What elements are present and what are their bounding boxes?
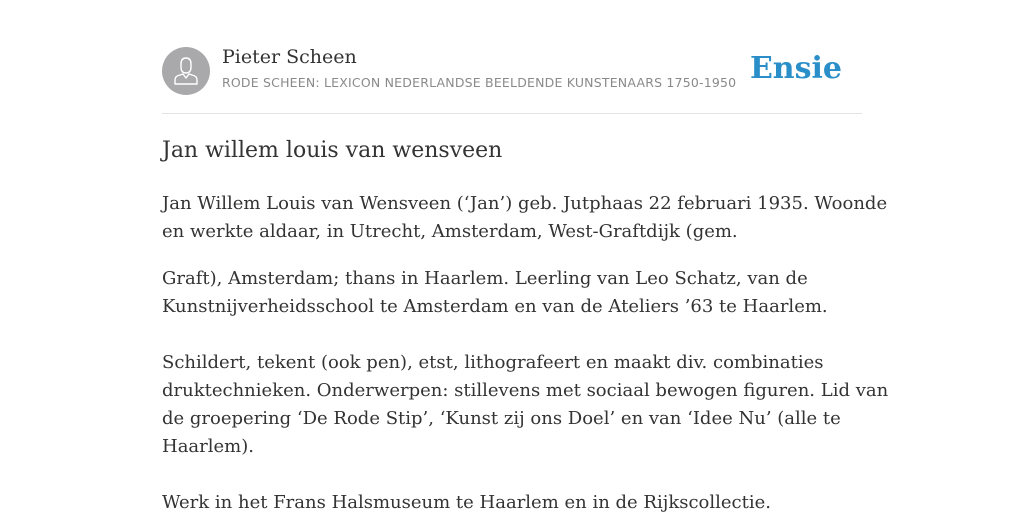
paragraph-1: [162, 190, 888, 246]
paragraph-line: druktechnieken. Onderwerpen: stillevens met sociaal bewogen figuren. Lid van: [162, 380, 889, 401]
paragraph-line: Kunstnijverheidsschool te Amsterdam en van de Ateliers ’63 te Haarlem.: [162, 296, 828, 317]
paragraph-line: en werkte aldaar, in Utrecht, Amsterdam, West-Graftdijk (gem.: [162, 221, 738, 242]
source-title[interactable]: RODE SCHEEN: LEXICON NEDERLANDSE BEELDENDE KUNSTENAARS 1750-1950: [222, 75, 737, 90]
paragraph-line: Haarlem).: [162, 436, 254, 457]
paragraph-line: Jan Willem Louis van Wensveen (‘Jan’) geb. Jutphaas 22 februari 1935. Woonde: [162, 193, 888, 214]
user-icon: [162, 47, 210, 95]
paragraph-2: [162, 265, 862, 321]
article-title: Jan willem louis van wensveen: [162, 138, 503, 163]
paragraph-line: Werk in het Frans Halsmuseum te Haarlem en in de Rijkscollectie.: [162, 492, 771, 512]
header-divider: [162, 113, 862, 114]
paragraph-4: [162, 489, 862, 512]
paragraph-line: Graft), Amsterdam; thans in Haarlem. Leerling van Leo Schatz, van de: [162, 268, 808, 289]
brand-logo[interactable]: Ensie: [749, 51, 842, 86]
author-name[interactable]: Pieter Scheen: [222, 46, 357, 68]
page-header: [162, 46, 862, 96]
author-avatar[interactable]: [162, 47, 210, 95]
paragraph-3: [162, 349, 889, 461]
paragraph-line: Schildert, tekent (ook pen), etst, lithografeert en maakt div. combinaties: [162, 352, 824, 373]
paragraph-line: de groepering ‘De Rode Stip’, ‘Kunst zij ons Doel’ en van ‘Idee Nu’ (alle te: [162, 408, 841, 429]
